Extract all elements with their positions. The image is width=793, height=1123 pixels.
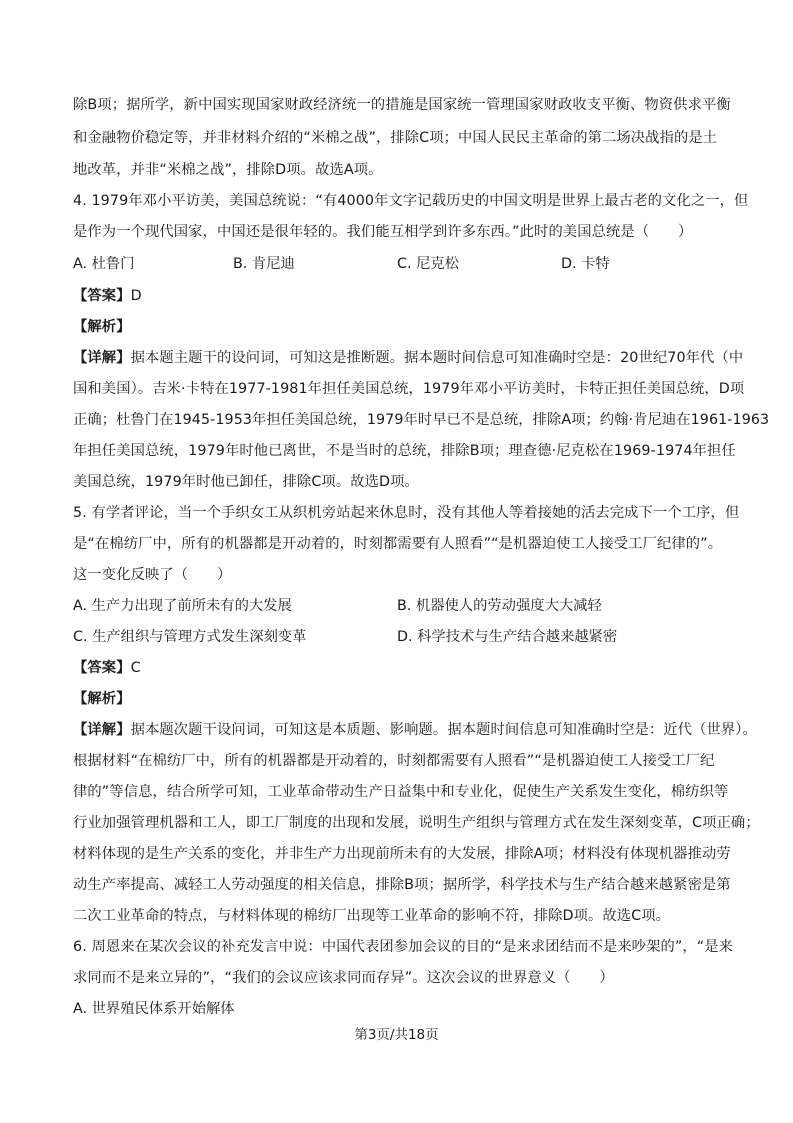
prev-text-line-3: 地改革，并非“米棉之战”，排除D项。故选A项。 — [73, 162, 383, 178]
q5-analysis-label — [73, 689, 131, 709]
q4-stem-line-1: 4. 1979年邓小平访美，美国总统说：“有4000年文字记载历史的中国文明是世界上最古老的文化之一，但 — [73, 193, 749, 209]
q5-detail-line-4: 行业加强管理机器和工人，即工厂制度的出现和发展，说明生产组织与管理方式在发生深刻变革，C项正确； — [73, 815, 760, 831]
q4-detail-line-4: 年担任美国总统，1979年时他已离世，不是当时的总统，排除B项；理查德·尼克松在1969-1974年担任 — [73, 443, 736, 459]
q5-detail-line-3: 律的”等信息，结合所学可知，工业革命带动生产日益集中和专业化，促使生产关系发生变化，棉纺织等 — [73, 784, 729, 800]
q5-detail-line-6: 动生产率提高、减轻工人劳动强度的相关信息，排除B项；据所学，科学技术与生产结合越来越紧密是第 — [73, 877, 731, 893]
q5-option-a: A. 生产力出现了前所未有的大发展 — [73, 598, 292, 614]
prev-text-line-2: 和金融物价稳定等，并非材料介绍的“米棉之战”，排除C项；中国人民民主革命的第二场决战指的是土 — [73, 130, 718, 146]
q4-option-c: C. 尼克松 — [397, 256, 459, 272]
q4-option-d: D. 卡特 — [561, 256, 610, 272]
detail-text: 据本题主题干的设问词，可知这是推断题。据本题时间信息可知准确时空是：20世纪70年代（中 — [130, 350, 744, 366]
q5-option-b: B. 机器使人的劳动强度大大减轻 — [397, 598, 602, 614]
detail-text: 据本题次题干设问词，可知这是本质题、影响题。据本题时间信息可知准确时空是：近代（世界）。 — [130, 722, 757, 738]
q5-detail-line-5: 材料体现的是生产关系的变化，并非生产力出现前所未有的大发展，排除A项；材料没有体现机器推动劳 — [73, 846, 731, 862]
analysis-label: 【解析】 — [73, 319, 131, 335]
answer-label: 【答案】 — [73, 288, 131, 304]
analysis-label: 【解析】 — [73, 691, 131, 707]
prev-text-line-1: 除B项；据所学，新中国实现国家财政经济统一的措施是国家统一管理国家财政收支平衡、物资供求平衡 — [73, 97, 731, 113]
q4-detail-line-2: 国和美国）。吉米·卡特在1977-1981年担任美国总统，1979年邓小平访美时，卡特正担任美国总统，D项 — [73, 381, 745, 397]
q5-option-d: D. 科学技术与生产结合越来越紧密 — [397, 629, 618, 645]
q4-answer — [73, 286, 142, 306]
q4-detail-line-3: 正确；杜鲁门在1945-1953年担任美国总统，1979年时早已不是总统，排除A项；约翰·肯尼迪在1961-1963 — [73, 412, 770, 428]
q5-stem-line-1: 5. 有学者评论，当一个手织女工从织机旁站起来休息时，没有其他人等着接她的活去完成下一个工序，但 — [73, 505, 740, 521]
detail-label: 【详解】 — [73, 722, 131, 738]
q4-stem-line-2: 是作为一个现代国家，中国还是很年轻的。我们能互相学到许多东西。”此时的美国总统是（ ） — [73, 224, 693, 240]
answer-value: D — [130, 288, 142, 304]
q4-analysis-label — [73, 317, 131, 337]
q6-option-a: A. 世界殖民体系开始解体 — [73, 1001, 235, 1017]
page-footer: 第3页/共18页 — [354, 1027, 439, 1043]
answer-label: 【答案】 — [73, 660, 131, 676]
q5-detail-line-2: 根据材料“在棉纺厂中，所有的机器都是开动着的，时刻都需要有人照看”“是机器迫使工人接受工厂纪 — [73, 753, 715, 769]
q5-detail-line-1 — [73, 720, 757, 740]
q5-answer — [73, 658, 141, 678]
q5-stem-line-3: 这一变化反映了（ ） — [73, 567, 232, 583]
q4-option-a: A. 杜鲁门 — [73, 256, 135, 272]
q6-stem-line-1: 6. 周恩来在某次会议的补充发言中说：中国代表团参加会议的目的“是来求团结而不是来吵架的”，“是来 — [73, 939, 734, 955]
q6-stem-line-2: 求同而不是来立异的”，“我们的会议应该求同而存异”。这次会议的世界意义（ ） — [73, 970, 614, 986]
q5-stem-line-2: 是“在棉纺厂中，所有的机器都是开动着的，时刻都需要有人照看”“是机器迫使工人接受工厂纪律的”。 — [73, 536, 723, 552]
answer-value: C — [130, 660, 141, 676]
q4-option-b: B. 肯尼迪 — [233, 256, 295, 272]
q5-detail-line-7: 二次工业革命的特点，与材料体现的棉纺厂出现等工业革命的影响不符，排除D项。故选C项。 — [73, 908, 671, 924]
q4-detail-line-5: 美国总统，1979年时他已卸任，排除C项。故选D项。 — [73, 474, 419, 490]
detail-label: 【详解】 — [73, 350, 131, 366]
q5-option-c: C. 生产组织与管理方式发生深刻变革 — [73, 629, 307, 645]
q4-detail-line-1 — [73, 348, 743, 368]
